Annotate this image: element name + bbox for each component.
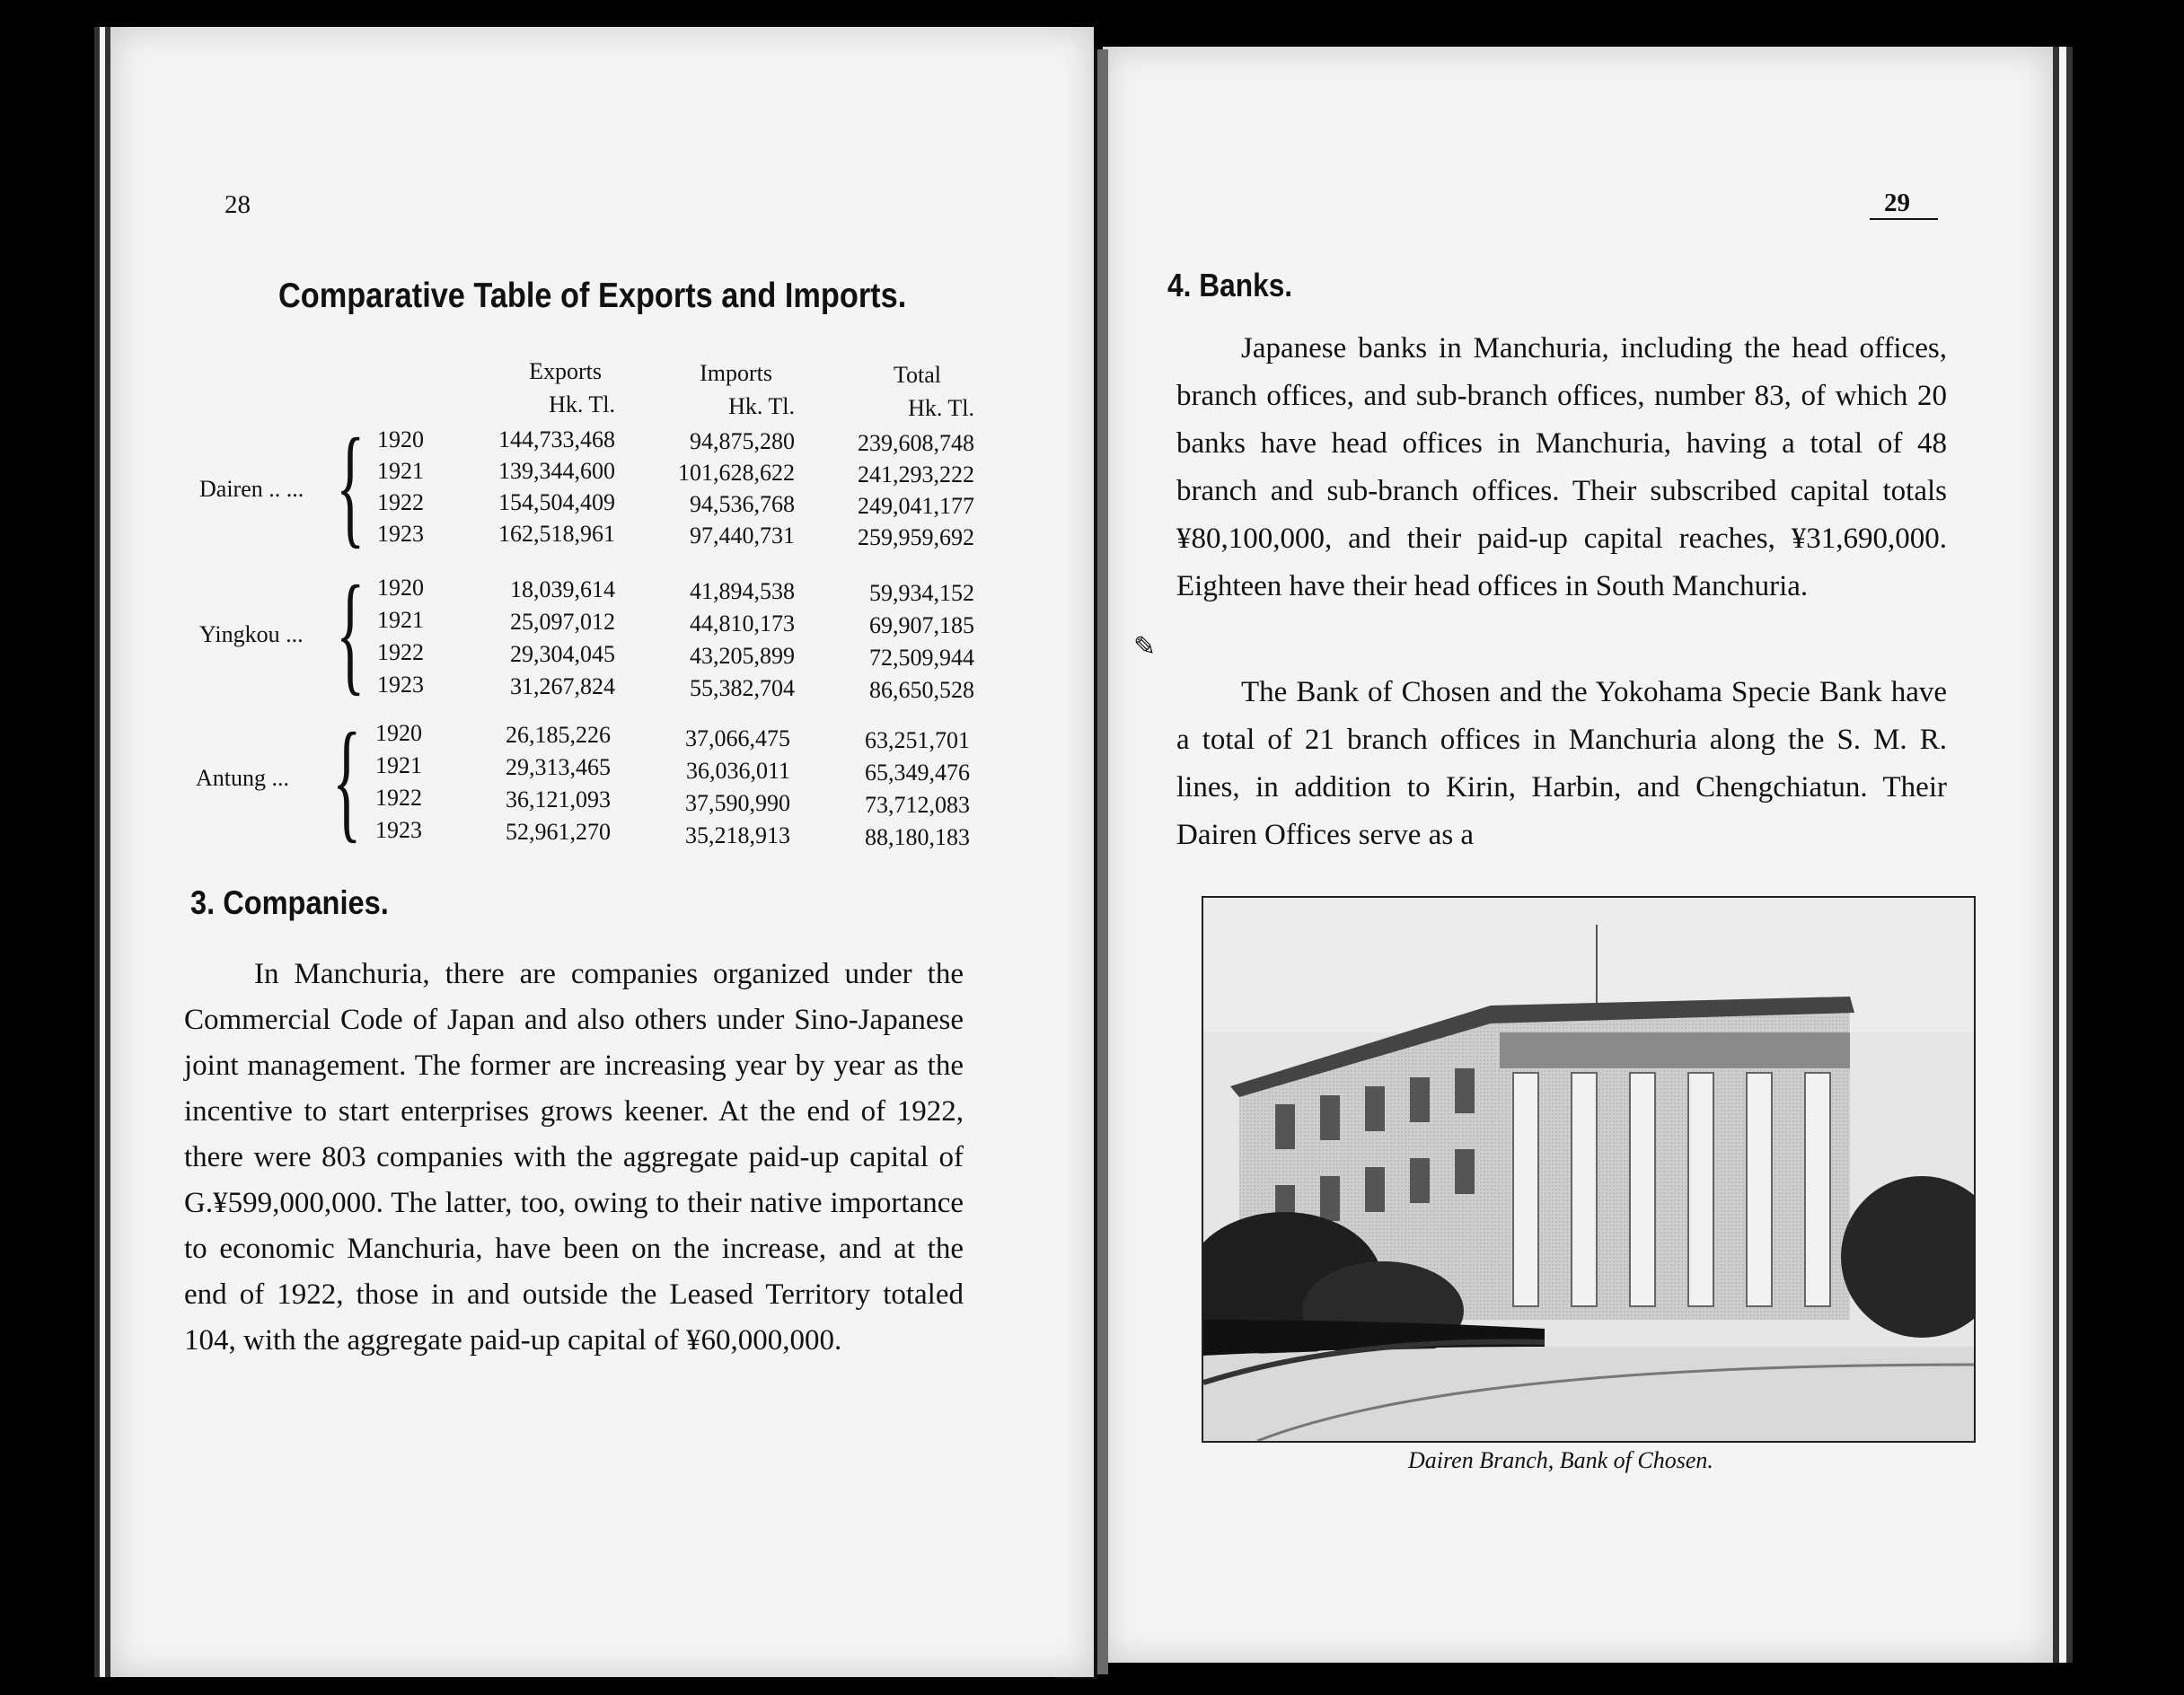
bank-building-photo [1202,896,1976,1443]
page-number-rule [1870,218,1938,220]
col-head-imports-unit: Hk. Tl. [728,393,795,419]
exports-cell: 26,185,226 [506,722,611,748]
year-cell: 1920 [377,426,424,452]
left-page [94,27,1094,1677]
page-number-right: 29 [1884,189,1910,217]
year-cell: 1921 [375,752,422,778]
total-cell: 259,959,692 [858,524,974,550]
banks-paragraph-1: Japanese banks in Manchuria, including the head offices, branch offices, and sub-branch offices, number 83, of which 20 banks have head offices in Manchuria, having a total of 48 branch and sub-branch offices. Their subscribed capital totals ¥80,100,000, and their paid-up capital reaches, ¥31,690,000. Eighteen have their head offices in South Manchuria. [1176,332,1947,602]
page-number-left: 28 [225,190,251,219]
total-cell: 239,608,748 [858,430,974,456]
exports-cell: 139,344,600 [498,458,615,484]
year-cell: 1923 [377,672,424,698]
col-head-total: Total [893,362,941,388]
companies-paragraph: In Manchuria, there are companies organized under the Commercial Code of Japan and also others under Sino-Japanese joint management. The former are increasing year by year as the incentive to start enterprises grows keener. At the end of 1922, there were 803 companies with the aggregate paid-up capital of G.¥599,000,000. The latter, too, owing to their native importance to economic Manchuria, have been on the increase, and at the end of 1922, those in and outside the Leased Territory totaled 104, with the aggregate paid-up capital of ¥60,000,000. [184,958,964,1357]
year-cell: 1921 [377,607,424,633]
exports-cell: 144,733,468 [498,426,615,452]
imports-cell: 94,536,768 [690,491,795,517]
total-cell: 86,650,528 [869,677,974,703]
imports-cell: 97,440,731 [690,523,795,549]
total-cell: 249,041,177 [858,493,974,519]
page-gutter-edge [1097,49,1108,1674]
imports-cell: 101,628,622 [678,460,795,486]
margin-mark: ✎ [1133,632,1157,662]
total-cell: 69,907,185 [869,612,974,638]
imports-cell: 94,875,280 [690,428,795,454]
imports-cell: 41,894,538 [690,578,795,604]
year-cell: 1920 [377,575,424,601]
exports-cell: 31,267,824 [510,673,615,699]
exports-cell: 154,504,409 [498,489,615,515]
total-cell: 63,251,701 [865,727,970,753]
exports-cell: 18,039,614 [510,576,615,602]
group-label-dairen: Dairen .. ... [199,476,304,502]
group-label-yingkou: Yingkou ... [199,621,304,647]
imports-cell: 37,590,990 [685,790,790,816]
imports-cell: 37,066,475 [685,725,790,751]
total-cell: 65,349,476 [865,760,970,786]
group-label-antung: Antung ... [196,765,289,791]
total-cell: 241,293,222 [858,461,974,487]
imports-cell: 44,810,173 [690,610,795,637]
banks-paragraph-2: The Bank of Chosen and the Yokohama Specie Bank have a total of 21 branch offices in Manchuria along the S. M. R. lines, in addition to Kirin, Harbin, and Chengchiatun. Their Dairen Offices serve as a [1176,676,1947,851]
col-head-exports: Exports [529,358,602,384]
brace: { [332,706,362,855]
col-head-total-unit: Hk. Tl. [908,395,974,421]
photo-caption: Dairen Branch, Bank of Chosen. [1408,1447,1713,1473]
year-cell: 1923 [375,817,422,843]
col-head-imports: Imports [700,360,772,386]
exports-cell: 36,121,093 [506,786,611,812]
year-cell: 1922 [377,639,424,665]
imports-cell: 55,382,704 [690,675,795,701]
section-heading-banks: 4. Banks. [1167,267,1293,303]
year-cell: 1923 [377,521,424,547]
imports-cell: 35,218,913 [685,822,790,848]
year-cell: 1920 [375,720,422,746]
total-cell: 72,509,944 [869,645,974,671]
total-cell: 59,934,152 [869,580,974,606]
brace: { [336,411,365,560]
total-cell: 88,180,183 [865,824,970,850]
exports-cell: 29,304,045 [510,641,615,667]
section-heading-companies: 3. Companies. [190,884,389,921]
brace: { [336,558,365,707]
total-cell: 73,712,083 [865,792,970,818]
table-title: Comparative Table of Exports and Imports. [278,277,907,315]
exports-cell: 52,961,270 [506,819,611,845]
year-cell: 1922 [375,785,422,811]
imports-cell: 36,036,011 [685,758,790,784]
exports-cell: 162,518,961 [498,521,615,547]
year-cell: 1922 [377,489,424,515]
imports-cell: 43,205,899 [690,643,795,669]
exports-cell: 29,313,465 [506,754,611,780]
exports-cell: 25,097,012 [510,609,615,635]
bank-building-illustration [1203,898,1974,1441]
year-cell: 1921 [377,458,424,484]
col-head-exports-unit: Hk. Tl. [549,391,615,417]
